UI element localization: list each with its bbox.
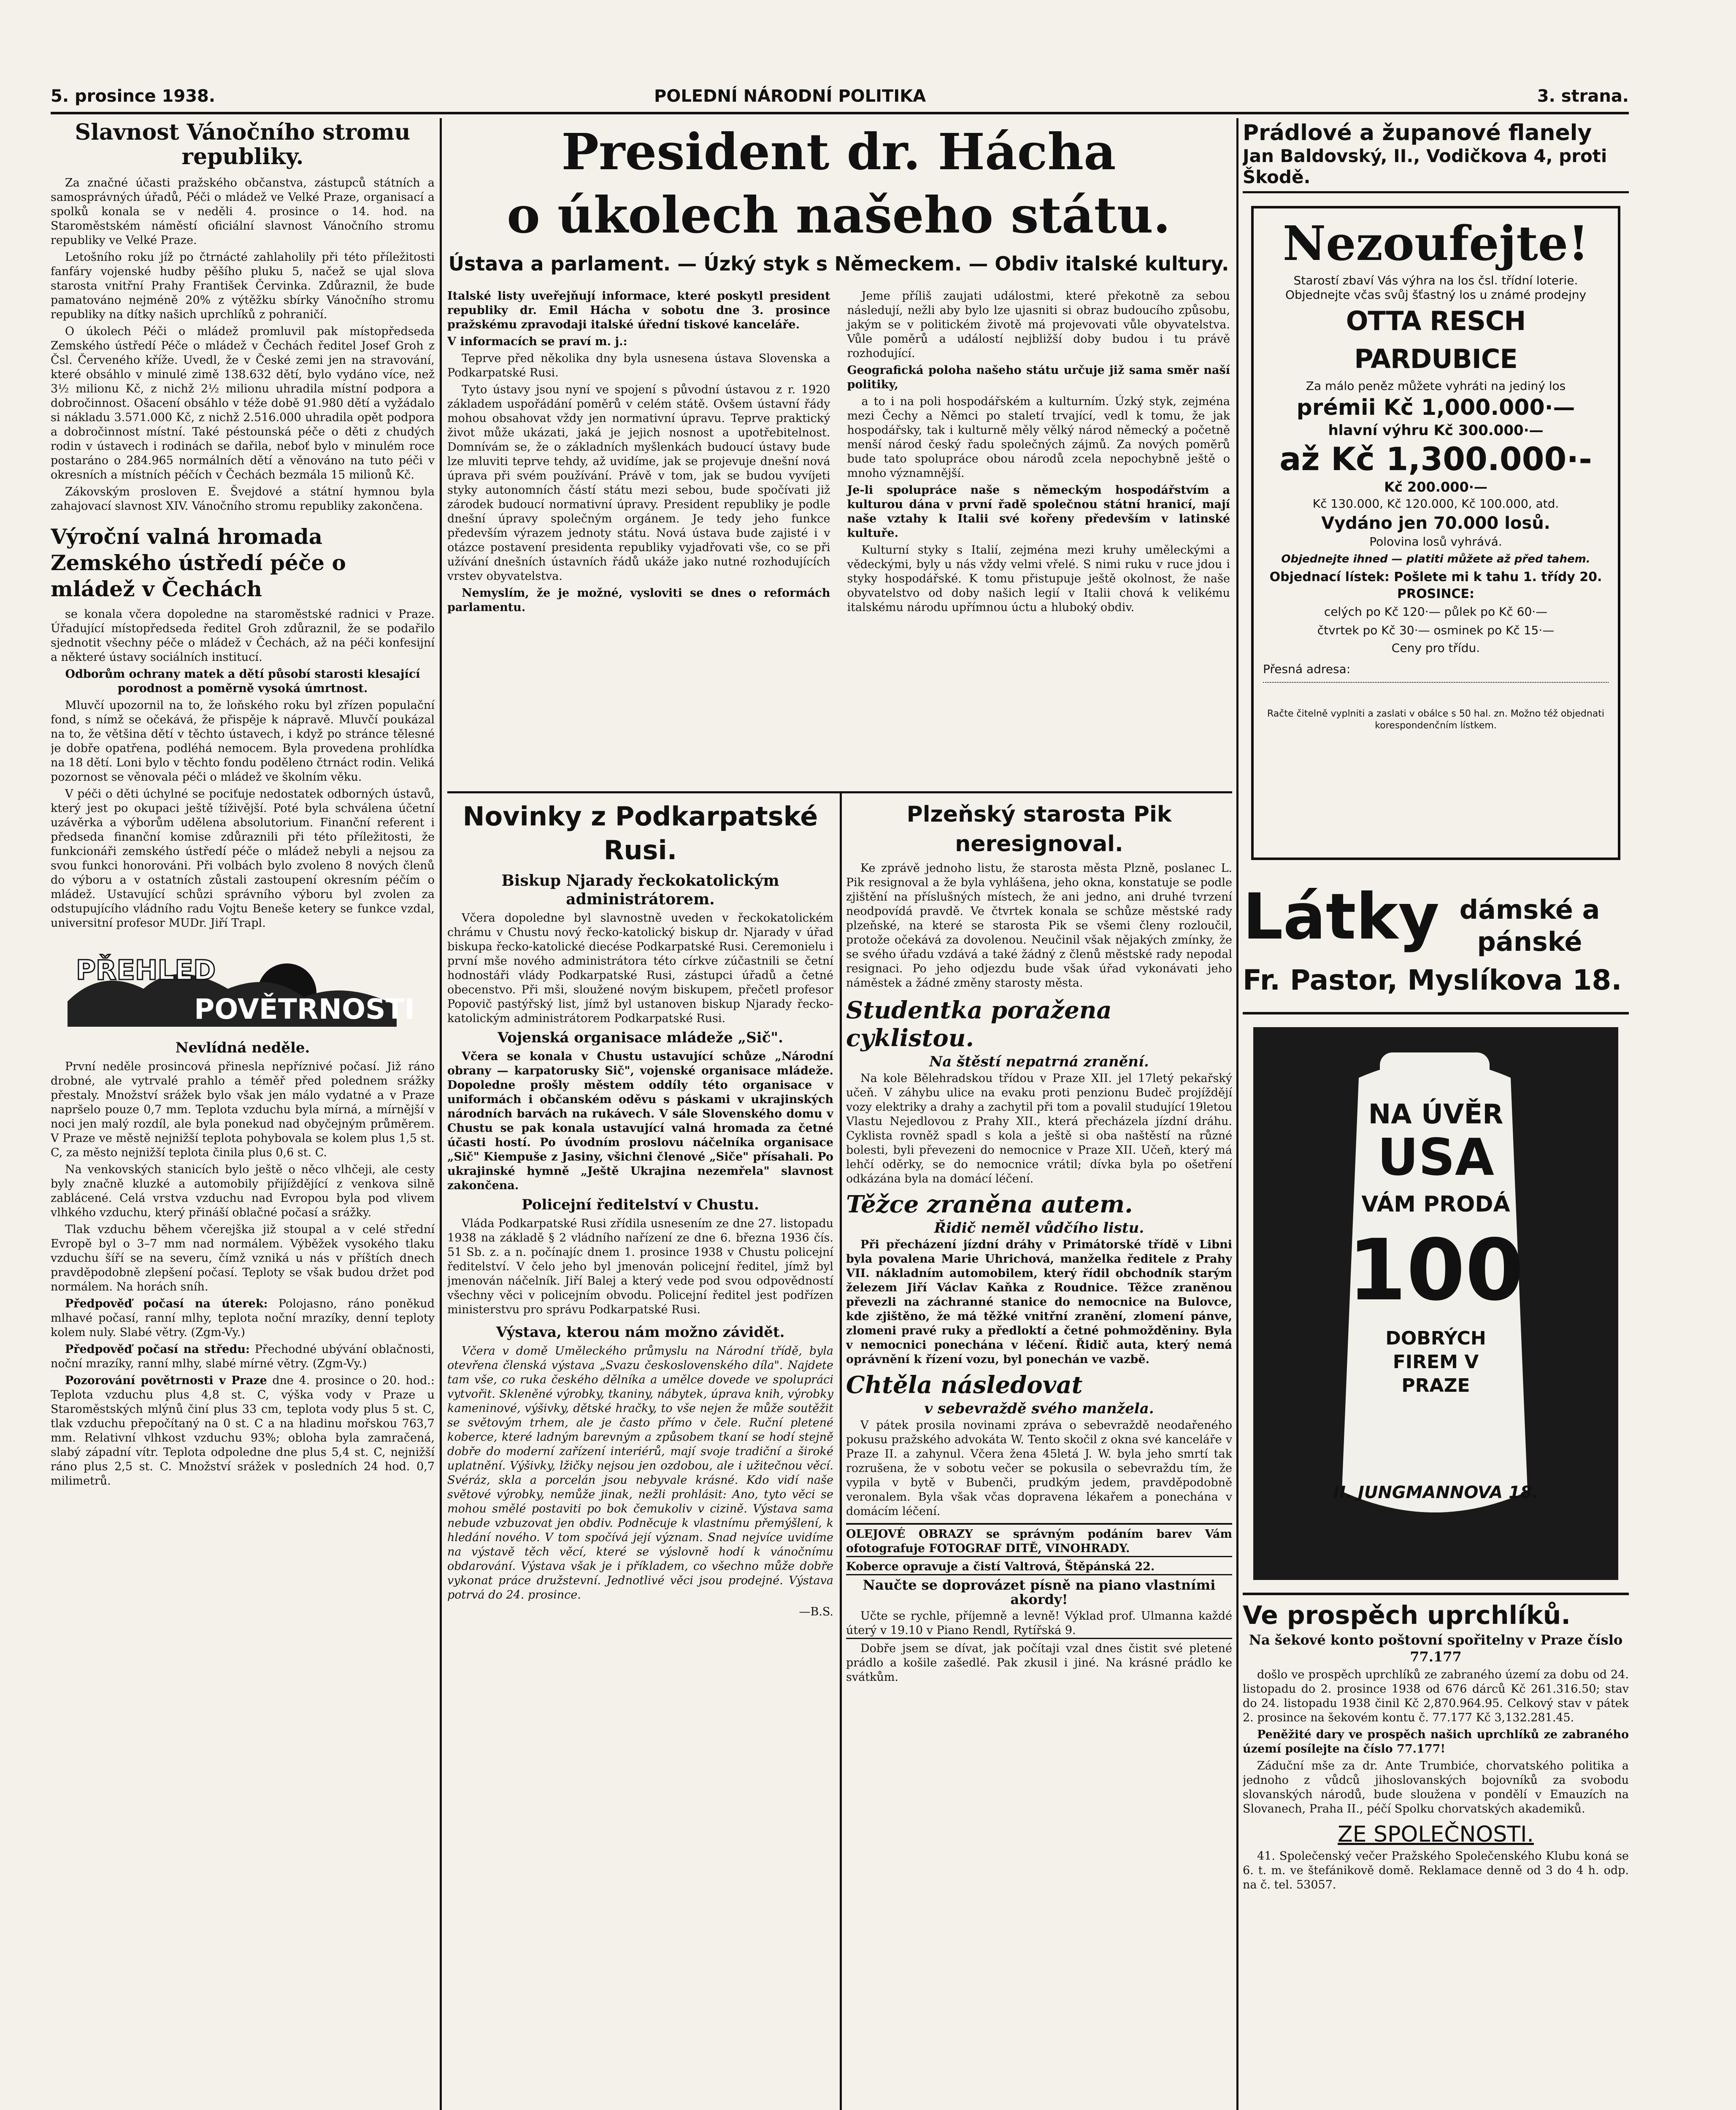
subhead: Výstava, kterou nám možno závidět. — [496, 1324, 785, 1341]
weather-body — [51, 1060, 435, 1488]
paragraph: Nemyslím, že je možné, vysloviti se dnes o reformách parlamentu. — [447, 587, 830, 614]
lottery-ad — [1251, 206, 1620, 860]
column-4 — [1243, 120, 1629, 2110]
forecast-text: Přechodné ubývání oblačnosti, noční mrazíky, ranní mlhy, slabé mírné větry. (Zgm-Vy.) — [51, 1343, 435, 1370]
article-body — [51, 176, 435, 514]
column-1 — [51, 120, 435, 2108]
ad-headline: Prádlové a županové flanely — [1243, 120, 1592, 146]
column-3-lower — [846, 800, 1232, 2108]
lottery-text: Vydáno jen 70.000 losů. — [1321, 514, 1550, 533]
main-article — [447, 120, 1230, 791]
subhead: Policejní ředitelství v Chustu. — [522, 1196, 759, 1213]
fabric-ad-title: Látky — [1243, 880, 1440, 954]
paragraph: a to i na poli hospodářském a kulturním. Úzký styk, zejména mezi Čechy a Němci po staletí trvající, vedl k tomu, že jak hospodářsky, tak i kulturně měly vělký národ německý a početně menší národ český řadu společných zájmů. Za nových poměrů bude tato spolupráce obou národů zcela nepochybně ještě o mnoho významnější. — [847, 395, 1230, 480]
paragraph: Teprve před několika dny byla usnesena ústava Slovenska a Podkarpatské Rusi. — [447, 352, 830, 379]
paragraph: Za značné účasti pražského občanstva, zástupců státních a samosprávných úřadů, Péči o mládež ve Velké Praze, organisací a spolků konala se v neděli 4. prosince o 14. hod. na Staroměstském náměstí oficiální slavnost Vánočního stromu republiky ve Velké Praze. — [51, 176, 435, 247]
article-body — [447, 871, 833, 1619]
paragraph: V péči o děti úchylné se pociťuje nedostatek odborných ústavů, který jest po okupaci ještě tíživější. Poté byla schválena účetní uzávěrka a výborům udělena absolutorium. Finanční referent i předseda finanční komise zdůraznili při této příležitosti, že funkcionáři zemského ústředí péče o mládež nebyli a nejsou za svou funkci honorováni. Při volbách bylo zvoleno 8 nových členů do výboru a v ostatních zůstali zastoupení okresním péčím o mládež. Ustavující schůzi správního výboru byl zvolen za odstupujícího vládního radu Vojtu Beneše ketery se funkce vzdal, universitní profesor MUDr. Jiří Trapl. — [51, 787, 435, 930]
classified-ad-title: Naučte se doprovázet písně na piano vlastními akordy! — [863, 1577, 1216, 1607]
article-title: Těžce zraněna autem. — [846, 1190, 1133, 1218]
article-subtitle: Řidič neměl vůdčího listu. — [934, 1220, 1144, 1236]
paragraph: Letošního roku jíž po čtrnácté zahlaholily při této příležitosti fanfáry vojenské hudby pěšího pluku 5, načež se ujal slova starosta vnitřní Prahy František Červinka. Zdůraznil, že bude pamatováno nejméně 20% z výtěžku sbírky Vánočního stromu republiky na dítky našich uprchlíků z pohraničí. — [51, 251, 435, 321]
lottery-prize: hlavní výhru Kč 300.000·— — [1328, 422, 1544, 439]
classified-ad: Učte se rychle, příjemně a levně! Výklad prof. Ulmanna každé úterý v 19.10 v Piano Rendl, Rytířská 9. — [846, 1609, 1232, 1639]
paragraph: Včera v domě Uměleckého průmyslu na Národní třídě, byla otevřena členská výstava „Svazu československého díla". Najdete tam vše, co ruka českého dělníka a umělce dovede ve spolupráci vytvořit. Skleněné výrobky, tkaniny, nábytek, úprava knih, výrobky kameninové, výšivky, dětské hračky, to vše nejen že může soutěžit se světovým trhem, ale je často přímo v čele. Ruční pletené koberce, které ladným barevným a způsobem tkaní se hodí stejně dobře do moderní zařízení interiérů, mají svoje tradiční a široké uplatnění. Výšivky, lžičky nejsou jen ozdobou, ale i užitečnou věcí. Svéráz, skla a porcelán jsou nebyvale krásné. Kdo vidí naše světové výrobky, nemůže jinak, nežli prohlásit: Ano, tyto věci se mohou smělé postaviti po bok čemukoliv v cizině. Výstava sama nebude vzbuzovat jen obdiv. Podněcuje k vlastnímu přemýšlení, k hledání nového. V tom spočívá její význam. Snad nejvíce uvidíme na výstavě těch věcí, které se výslovně hodí k vánočnímu obdarování. Výstava však je i příkladem, co všechno může dobře vykonat práce družstevní. Jednotlivé věci jsou prodejné. Výstava potrvá do 24. prosince. — [447, 1344, 833, 1601]
usa-ad — [1253, 1027, 1618, 1580]
fabric-ad-firm: Fr. Pastor, Myslíkova 18. — [1243, 964, 1622, 996]
column-rule-1 — [440, 118, 442, 2110]
paragraph: V pátek prosila novinami zpráva o sebevraždě neodařeného pokusu pražského advokáta W. Tento skočil z okna své kanceláře v Praze II. a zahynul. Včera žena 45letá J. W. byla jeho smrtí tak rozrušena, že v sobotu večer se pokusila o sebevraždu tím, že vypila v bytě v Bubenči, prudkým jedem, pravděpodobně veronalem. Byla však včas dopravena lékařem a ponechána v domácím léčení. — [846, 1419, 1232, 1518]
usa-logo: USA — [1377, 1128, 1494, 1187]
paragraph: Záduční mše za dr. Ante Trumbiće, chorvatského politika a jednoho z vůdců jihoslovanských bojovníků za svobodu slovanských národů, bude sloužena v pondělí v Emauzích na Slovanech, Praha II., péčí Spolku chorvatských akademiků. — [1243, 1759, 1629, 1815]
paragraph: Vláda Podkarpatské Rusi zřídila usnesením ze dne 27. listopadu 1938 na základě § 2 vládního nařízení ze dne 6. března 1936 čís. 51 Sb. z. a n. počínajíc dnem 1. prosince 1938 v Chustu policejní ředitelství. V čelo jeho byl jmenován policejní ředitel, jímž byl jmenován náčelník. Jiří Balej a který vede pod svou odpovědností všechny věci v policejním obvodu. Policejní ředitel jest podřízen ministerstvu pro správu Podkarpatské Rusi. — [447, 1217, 833, 1316]
society-heading: ZE SPOLEČNOSTI. — [1338, 1822, 1534, 1847]
subhead: Na šekové konto poštovní spořitelny v Praze číslo 77.177 — [1249, 1632, 1623, 1665]
article-title: Výroční valná hromada Zemského ústředí péče o mládež v Čechách — [51, 524, 346, 601]
weather-logo-title-2: POVĚTRNOSTI — [194, 993, 415, 1025]
lottery-text: Objednejte ihned — platiti můžete až před tahem. — [1281, 553, 1590, 565]
lottery-order-form: čtvrtek po Kč 30·— osminek po Kč 15·— — [1317, 623, 1555, 637]
main-headline-line-1: President dr. Hácha — [561, 122, 1116, 181]
lottery-top-prize: až Kč 1,300.000·- — [1279, 440, 1592, 478]
paragraph: Na kole Bělehradskou třídou v Praze XII. jel 17letý pekařský učeň. V záhybu ulice na evaku proti penzionu Budeč projíždějí vozy elektriky a drahy a zachytil při tom a povalil studující 19letou Vlastu Nejedlovou z Prahy XII., která přecházela jízdní dráhu. Cyklista rovněž spadl s kola a ještě si oba naštěstí na různé bolesti, byli převezeni do nemocnice v Praze XII. Učeň, který má lehčí oděrky, se do nemocnice vrátil; dívka byla po ošetření odkázána byla na domácí léčení. — [846, 1072, 1232, 1185]
refugee-fund — [1243, 1593, 1629, 1892]
column-2-lower — [447, 800, 833, 2108]
classified-ad: Dobře jsem se dívat, jak počítaji vzal dnes čistit své pletené prádlo a košile zašedlé. Pak zkusil i jiné. Na krásné prádlo ke svátkům. — [846, 1642, 1232, 1684]
forecast-label: Předpověď počasí na úterek: — [65, 1297, 268, 1310]
lottery-order-form: celých po Kč 120·— půlek po Kč 60·— — [1324, 605, 1548, 619]
lottery-prize: prémii Kč 1,000.000·— — [1296, 395, 1575, 420]
lottery-firm: OTTA RESCH PARDUBICE — [1346, 306, 1526, 374]
paragraph: Tyto ústavy jsou nyní ve spojení s původní ústavou z r. 1920 základem uspořádání poměrů v celém státě. Ovšem ústavní řády mohou obsahovat vždy jen normativní úpravu. Teprve praktický život může ukázati, jaká je jejich nosnost a upotřebitelnost. Domnívám se, že o základních myšlenkách budoucí ústavy bude lze mluviti teprve tehdy, až uvidíme, jak se projevuje dnešní nová úprava při svém používání. Právě v tom, jak se budou vyvíjeti styky autonomních částí státu mezi sebou, bude spočívati již zárodek budoucí normativní úpravy. President republiky je podle dnešní úpravy společným orgánem. Je tedy jeho funkce především výrazem jednoty státu. Nová ústava bude zajisté i v otázce postavení presidenta republiky vyjadřovati vše, co se při užívání dnešních ústavních řádů ukáže jako nutné rozhodujících vrstev obyvatelstva. — [447, 383, 830, 583]
lottery-order-form: Objednací lístek: Pošlete mi k tahu 1. třídy 20. PROSINCE: — [1269, 570, 1602, 601]
subhead: Vojenská organisace mládeže „Sič". — [498, 1029, 783, 1046]
article-title: Plzeňský starosta Pik neresignoval. — [906, 802, 1172, 857]
main-article-col-a — [447, 289, 830, 617]
paragraph: Na venkovských stanicích bylo ještě o něco vlhčeji, ale cesty byly značně kluzké a automobily přijíždějící z venkova silně zablácené. Celá vrstva vzduchu nad Evropou byla pod vlivem vlhkého vzduchu, který přináší oblačné počasí a srážky. — [51, 1163, 435, 1219]
classified-ad: OLEJOVÉ OBRAZY se správným podáním barev Vám ofotografuje FOTOGRAF DITĚ, VINOHRADY. — [846, 1527, 1232, 1557]
fabric-ad-subtitle: dámské a pánské — [1459, 894, 1600, 957]
article-subtitle: Na štěstí nepatrná zranění. — [929, 1053, 1149, 1070]
usa-ad-text: DOBRÝCH FIREM V PRAZE — [1385, 1328, 1486, 1396]
article-title: Studentka poražena cyklistou. — [846, 996, 1112, 1052]
article-body — [51, 607, 435, 931]
paragraph: Jeme příliš zaujati událostmi, které překotně za sebou následují, nežli aby bylo lze ujasniti si obraz budoucího způsobu, jakým se v politickém životě má projevovati vůle obyvatelstva. Vůle poměrů a událostí nejbližší doby budou i tu právě rozhodující. — [847, 289, 1230, 360]
forecast-text: Polojasno, ráno poněkud mlhavé počasí, ranní mlhy, teplota noční mrazíky, denní teploty kolem nuly. Slabé větry. (Zgm-Vy.) — [51, 1297, 435, 1339]
lead: Italské listy uveřejňují informace, které poskytl president republiky dr. Emil Hácha v sobotu dne 3. prosince pražskému zpravodaji italské úřední tiskové kanceláře. — [447, 289, 830, 331]
lottery-text: Polovina losů vyhrává. — [1369, 535, 1502, 549]
paragraph: První neděle prosincová přinesla nepříznivé počasí. Již ráno drobné, ale vytrvalé prahlo a téměř před polednem srážky přestaly. Množství srážek bylo však jen málo vydatné a v Praze napršelo pouze 0,7 mm. Teplota vzduchu byla mírná, a mírnější v noci jen malý rozdíl, ale byla ponekud nad obyčejným průměrem. V Praze ve městě nejnižší teplota pohybovala se kolem plus 1,5 st. C, za město nejnižší teplota činila plus 0,6 st. C. — [51, 1060, 435, 1159]
paragraph: se konala včera dopoledne na staroměstské radnici v Praze. Úřadující místopředseda ředitel Groh zdůraznil, že se podařilo sjednotit všechny péče o mládež v Čechách, až na péči konfesijní a některé ústavy sociálních institucí. — [51, 608, 435, 664]
weather-logo — [51, 942, 435, 1035]
subhead: Je-li spolupráce naše s německým hospodářstvím a kulturou dána v první řadě společnou státní hranicí, mají naše vztahy k Italii své kořeny především v latinské kultuře. — [847, 484, 1230, 540]
lottery-address-field: Přesná adresa: — [1263, 657, 1609, 683]
paragraph: Včera se konala v Chustu ustavující schůze „Národní obrany — karpatorusky Sič", vojenské organisace mládeže. Dopoledne prošly městem oddíly této organisace v uniformách i občanském oděvu s páskami v ukrajinských národních barvách na rukávech. V sále Slovenského domu v Chustu se pak konala ustavující valná hromada za četné účasti hostí. Po úvodním proslovu náčelníka organisace „Sič" Kiempuše z Jasiny, všichni členové „Siče" přísahali. Po ukrajinské hymně „Ještě Ukrajina nezemřela" slavnost zakončena. — [447, 1050, 833, 1192]
section-rule — [447, 791, 1232, 793]
header-paper: POLEDNÍ NÁRODNÍ POLITIKA — [654, 87, 926, 106]
lottery-text: Kč 130.000, Kč 120.000, Kč 100.000, atd. — [1312, 497, 1559, 511]
signature: —B.S. — [799, 1605, 833, 1618]
article-title: Ve prospěch uprchlíků. — [1243, 1601, 1571, 1630]
usa-ad-address: II. JUNGMANNOVA 18. — [1333, 1483, 1539, 1502]
article-title: Chtěla následovat — [846, 1371, 1083, 1399]
small-ads — [846, 1523, 1232, 1685]
usa-ad-text: NA ÚVĚR — [1368, 1099, 1503, 1130]
weather-logo-title-1: PŘEHLED — [76, 955, 216, 986]
lottery-text: Kč 200.000·— — [1384, 479, 1487, 495]
usa-ad-number: 100 — [1347, 1221, 1524, 1320]
paragraph: Ke zprávě jednoho listu, že starosta města Plzně, poslanec L. Pik resignoval a že byla vyhlášena, jeho okna, konstatuje se podle zjištění na příslušných místech, že ani jedno, ani druhé tvrzení neodpovídá pravdě. Ve čtvrtek konala se schůze městské rady plzeňské, na které se starosta Pik se všemi členy rozloučil, protože očekává za dovolenou. Neučinil však nějakých zmínky, že se svého úřadu vzdává a také žádný z členů městské rady nepodal resignaci. Po jeho odjezdu bude však úřad vykonávati jeho náměstek a žádné změny starosty města. — [846, 862, 1232, 990]
paragraph: Včera dopoledne byl slavnostně uveden v řeckokatolickém chrámu v Chustu nový řecko-katolický biskup dr. Njarady v úřad biskupa řecko-katolické diecése Podkarpatské Rusi. Ceremonielu i první mše nového administrátora této církve zúčastnili se četní hodnostáři vlády Podkarpatské Rusi, zástupci úřadů a četné obecenstvo. Při mši, sloužené novým biskupem, přečetl profesor Popovič pastýřský list, jímž byl ustanoven biskup Njarady řecko-katolickým administrátorem Podkarpatské Rusi. — [447, 912, 833, 1025]
observation-label: Pozorování povětrnosti v Praze — [65, 1374, 267, 1387]
page-header — [51, 87, 1629, 112]
lottery-title: Nezoufejte! — [1282, 216, 1589, 271]
article-subtitle: v sebevraždě svého manžela. — [924, 1400, 1154, 1417]
header-rule — [51, 112, 1629, 114]
article-title: Slavnost Vánočního stromu republiky. — [75, 120, 411, 170]
header-date: 5. prosince 1938. — [51, 87, 216, 106]
paragraph: Peněžité dary ve prospěch našich uprchlíků ze zabraného území posílejte na číslo 77.177! — [1243, 1728, 1629, 1756]
subhead: Biskup Njarady řeckokatolickým administrátorem. — [501, 872, 779, 908]
paragraph: došlo ve prospěch uprchlíků ze zabraného území za dobu od 24. listopadu do 2. prosince 1938 od 676 dárců Kč 261.316.50; stav do 24. listopadu 1938 činil Kč 2,870.964.95. Celkový stav v pátek 2. prosince na šekovém kontu č. 77.177 Kč 3,132.281.45. — [1243, 1668, 1629, 1724]
flanel-ad — [1243, 120, 1629, 193]
column-rule-3 — [840, 793, 842, 2110]
column-rule-2 — [1236, 118, 1238, 2110]
paragraph: Kulturní styky s Italií, zejména mezi kruhy uměleckými a vědeckými, byly u nás vždy velmi vřelé. S nimi ruku v ruce jdou i styky hospodářské. K tomu přistupuje ještě okolnost, že naše obyvatelstvo od doby našich legií v Italii chová k velikému italskému národu upřímnou úctu a hluboký obdiv. — [847, 544, 1230, 614]
paragraph: Tlak vzduchu během včerejška již stoupal a v celé střední Evropě byl o 3–7 mm nad normálem. Výběžek vysokého tlaku vzduchu šíří se na severu, čímž vzniká u nás v příštích dnech pravděpodobně zlepšení počasí. Teploty se však budou držet pod normálem. Na horách sníh. — [51, 1223, 435, 1293]
observation-text: dne 4. prosince o 20. hod.: Teplota vzduchu plus 4,8 st. C, výška vody v Praze u Staroměstských mlýnů činí plus 33 cm, teplota vody plus 5 st. C, tlak vzduchu přepočítaný na 0 st. C a na hladinu mořskou 763,7 mm. Relativní vlhkost vzduchu 93%; obloha byla zamračená, slabý západní vítr. Teplota odpoledne dne plus 5,4 st. C, nejnižší ráno plus 2,5 st. C. Množství srážek v posledních 24 hod. 0,7 milimetrů. — [51, 1374, 435, 1488]
fabric-ad — [1243, 881, 1629, 1014]
paragraph: Při přecházení jízdní dráhy v Primátorské třídě v Libni byla povalena Marie Uhrichová, manželka ředitele z Prahy VII. nákladním automobilem, který řídil obchodník starým železem Jiří Václav Kaňka z Roudnice. Těžce zraněnou převezli na záchranné stanice do nemocnice na Bulovce, kde zjištěno, že má těžké vnitřní zranění, zlomení pánve, zlomeni pravé ruky a předloktí a četné pohmožděniny. Byla v nemocnici ponechána v léčení. Řidič auta, který nemá oprávnění k řízení vozu, byl ponechán ve vazbě. — [846, 1238, 1232, 1366]
header-page: 3. strana. — [1537, 87, 1629, 106]
usa-ad-text: VÁM PRODÁ — [1361, 1192, 1510, 1217]
lottery-text: Za málo peněz můžete vyhráti na jediný los — [1306, 379, 1566, 393]
lead: V informacích se praví m. j.: — [447, 335, 627, 348]
article-title: Novinky z Podkarpatské Rusi. — [462, 801, 818, 866]
main-article-col-b — [847, 289, 1230, 617]
paragraph: Mluvčí upozornil na to, že loňského roku byl zřízen populační fond, s nímž se očekává, že přispěje k nápravě. Mluvčí poukázal na to, že většina dětí v těchto ústavech, i když po stránce tělesné je dobře opatřena, podléhá nemocem. Byla provedena prohlídka na 18 dětí. Loni bylo v těchto fondu poděleno čtrnáct rodin. Veliká pozornost se věnovala péči o mládež ve školním věku. — [51, 699, 435, 784]
weather-title: Nevlídná neděle. — [175, 1039, 310, 1056]
forecast-label: Předpověď počasí na středu: — [65, 1343, 250, 1356]
lottery-text: Starostí zbaví Vás výhra na los čsl. třídní loterie. Objednejte včas svůj šťastný los u známé prodejny — [1285, 273, 1587, 302]
paragraph: O úkolech Péči o mládež promluvil pak místopředseda Zemského ústředí Péče o mládež v Čechách ředitel Josef Groh z Čsl. Červeného kříže. Uvedl, že v České zemi jen na stravování, které obsáhlo v minulé zimě 138.632 dětí, bylo vydáno více, než 3½ milionu Kč, z nichž 2½ milionu uhradila místní podpora a dobročinnost. Ošacení obsáhlo v téže době 91.980 dětí a vyžádalo si nákladu 3.571.000 Kč, z nichž 2.516.000 uhradila opět podpora a dobročinnost místní. Také péstounská péče o děti z chudých rodin v ústavech i rodinách se dařila, neboť bylo v minulém roce postaráno o 284.965 normálních dětí a věnováno na tuto péči v okresních a místních péčích v Čechách bezmála 15 milionů Kč. — [51, 325, 435, 482]
main-headline-line-2: o úkolech našeho státu. — [507, 186, 1171, 244]
paragraph: 41. Společenský večer Pražského Společenského Klubu koná se 6. t. m. ve štefánikově domě. Reklamace denně od 3 do 4 h. odp. na č. tel. 53057. — [1243, 1850, 1629, 1891]
lottery-note: Račte čitelně vyplniti a zaslati v obálce s 50 hal. zn. Možno též objednati korespondenčním lístkem. — [1267, 709, 1605, 731]
article-subhead: Odborům ochrany matek a dětí působí starosti klesající porodnost a poměrně vysoká úmrtnost. — [65, 668, 420, 695]
subhead: Geografická poloha našeho státu určuje již sama směr naší politiky, — [847, 364, 1230, 391]
paragraph: Zákovským prosloven E. Švejdové a státní hymnou byla zahajovací slavnost XIV. Vánočního stromu republiky zakončena. — [51, 485, 435, 513]
classified-ad: Koberce opravuje a čistí Valtrová, Štěpánská 22. — [846, 1560, 1232, 1575]
ad-address: Jan Baldovský, II., Vodičkova 4, proti Škodě. — [1243, 146, 1607, 187]
main-subheadline: Ústava a parlament. — Úzký styk s Německem. — Obdiv italské kultury. — [448, 252, 1229, 275]
lottery-order-form: Ceny pro třídu. — [1391, 641, 1480, 655]
